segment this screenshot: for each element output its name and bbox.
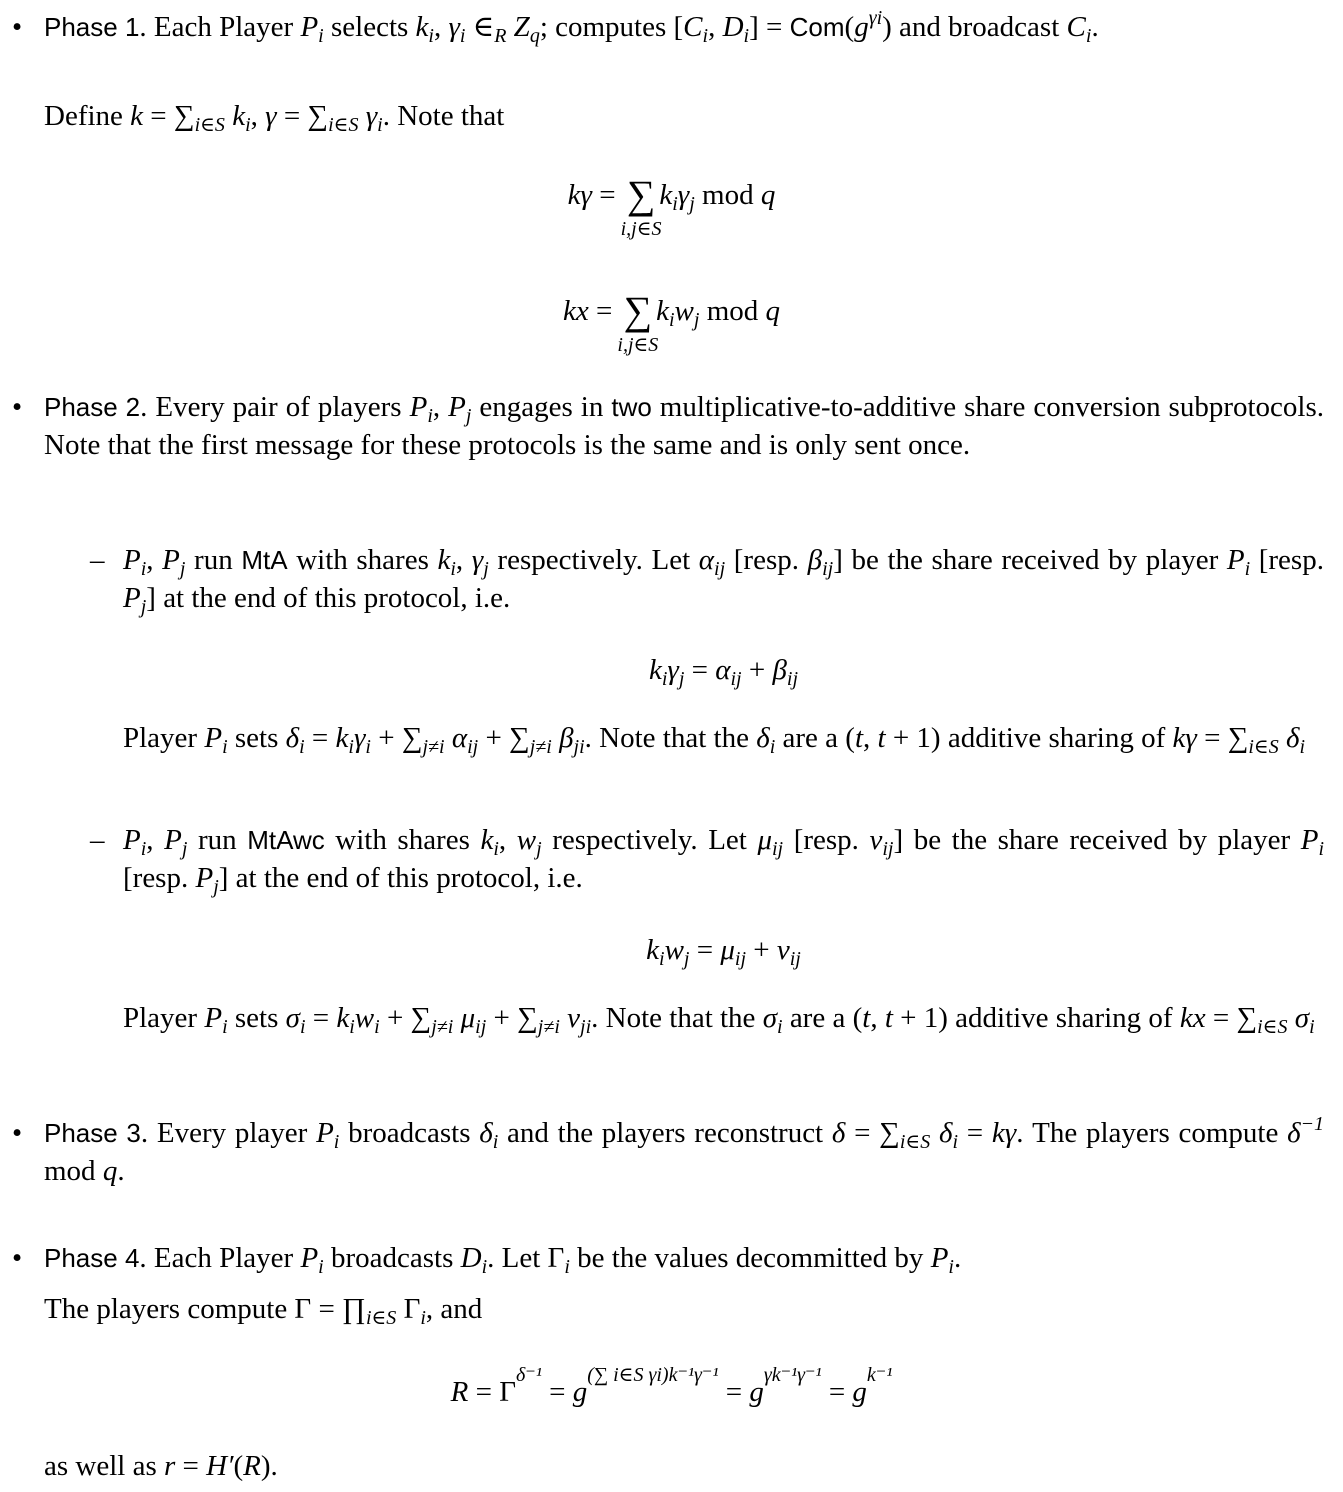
text-segment: j≠i <box>529 736 552 758</box>
text-segment: j <box>483 558 489 580</box>
text-segment: . Each Player <box>139 1242 301 1274</box>
text-segment: and the players reconstruct <box>498 1117 832 1149</box>
text-segment: Γ <box>396 1293 421 1325</box>
text-segment: δ <box>1287 1117 1301 1149</box>
paragraph <box>123 541 1324 617</box>
text-segment: P <box>316 1117 334 1149</box>
text-segment: . Note that the <box>584 722 757 754</box>
text-segment: i <box>349 1016 355 1038</box>
sum-sign: ∑ <box>623 288 653 333</box>
text-segment: [resp. <box>123 862 196 894</box>
text-segment: = <box>541 1376 573 1408</box>
text-segment: (∑ i∈S γi)k⁻¹γ⁻¹ <box>587 1364 719 1386</box>
text-segment: i <box>769 736 776 758</box>
text-segment: Com <box>789 12 845 42</box>
text-segment: α <box>698 544 715 576</box>
text-segment: i <box>777 1016 783 1038</box>
text-segment: g <box>572 1376 588 1408</box>
bullet-marker: • <box>12 1117 23 1149</box>
display-equation <box>123 651 1324 689</box>
text-segment: j <box>213 876 219 898</box>
text-segment: i <box>222 1016 228 1038</box>
text-segment: R <box>450 1376 469 1408</box>
text-segment: = <box>175 1450 207 1482</box>
text-segment <box>453 1002 460 1034</box>
text-segment: [resp. <box>725 544 808 576</box>
text-segment: j <box>689 193 695 215</box>
text-segment: . <box>1091 11 1099 43</box>
text-segment: i <box>450 558 456 580</box>
text-segment: w <box>664 934 684 966</box>
text-segment: ( <box>233 1450 244 1482</box>
text-segment: k <box>648 654 662 686</box>
text-segment: σ <box>285 1002 300 1034</box>
text-segment: = <box>591 179 623 211</box>
text-segment: ] be the share received by player <box>833 544 1227 576</box>
text-segment <box>1288 1002 1295 1034</box>
text-segment: i∈S <box>194 114 225 136</box>
text-segment: σ <box>762 1002 777 1034</box>
text-segment: kγ <box>567 179 592 211</box>
text-segment: be the values decommitted by <box>569 1242 931 1274</box>
text-segment: two <box>611 392 652 422</box>
text-segment: P <box>204 1002 223 1034</box>
text-segment: P <box>409 391 428 423</box>
text-segment: i <box>420 1307 426 1329</box>
text-segment: mod <box>699 295 766 327</box>
text-segment: ∈ <box>465 11 495 43</box>
text-segment: i <box>365 736 371 758</box>
text-segment: + 1) additive sharing of <box>892 1002 1180 1034</box>
text-segment: ij <box>730 668 742 690</box>
dash-marker: – <box>90 544 105 576</box>
text-segment: R <box>494 25 507 47</box>
text-segment: γ <box>265 100 277 132</box>
text-segment: j≠i <box>422 736 445 758</box>
text-segment: i <box>702 25 709 47</box>
text-segment: α <box>451 722 468 754</box>
text-segment: = <box>305 1002 337 1034</box>
text-segment: ij <box>734 948 747 970</box>
text-segment: i <box>140 558 147 580</box>
text-segment: kx <box>1179 1002 1206 1034</box>
text-segment: q <box>529 25 540 47</box>
text-segment: with shares <box>287 544 438 576</box>
text-segment: MtA <box>241 545 288 575</box>
text-segment: run <box>185 544 242 576</box>
text-segment: β <box>772 654 787 686</box>
text-segment: broadcasts <box>323 1242 461 1274</box>
text-segment: i <box>948 1256 954 1278</box>
display-equation: kx = ∑ i,j∈S $k_iw_j$ mod q <box>562 288 781 356</box>
text-segment: j <box>693 309 700 331</box>
text-segment: δ <box>756 722 770 754</box>
text-segment: + ∑ <box>486 1002 538 1034</box>
text-segment: k <box>232 100 246 132</box>
text-segment: i <box>318 25 324 47</box>
text-segment: = <box>718 1376 750 1408</box>
text-segment: = <box>821 1376 853 1408</box>
text-segment: P <box>300 1242 319 1274</box>
text-segment: j≠i <box>431 1016 454 1038</box>
text-segment: j≠i <box>537 1016 560 1038</box>
display-equation: kγ = ∑ i,j∈S $k_i\gamma_j$ mod q <box>567 172 776 240</box>
paragraph <box>123 821 1324 897</box>
text-segment: Player <box>123 722 205 754</box>
text-segment: = ∑ <box>1196 722 1249 754</box>
text-segment: Define <box>44 100 131 132</box>
text-segment: = ∑ <box>845 1117 900 1149</box>
display-equation <box>123 931 1324 969</box>
text-segment: k <box>437 544 451 576</box>
text-segment: w <box>674 295 694 327</box>
text-segment: Phase 1 <box>44 12 140 42</box>
text-segment: j <box>536 838 542 860</box>
text-segment: ] be the share received by player <box>893 824 1301 856</box>
text-segment: , <box>863 722 878 754</box>
text-segment: t <box>862 1002 871 1034</box>
text-segment: . Each Player <box>139 11 301 43</box>
text-segment: δ <box>831 1117 846 1149</box>
text-segment: i <box>348 736 354 758</box>
text-segment: , <box>498 824 517 856</box>
text-segment: C <box>683 11 703 43</box>
text-segment: i <box>459 25 466 47</box>
text-segment: γ <box>677 179 690 211</box>
paragraph <box>123 999 1324 1037</box>
text-segment: i <box>481 1256 488 1278</box>
text-segment <box>358 100 365 132</box>
text-segment: [resp. <box>783 824 870 856</box>
text-segment: k <box>335 722 349 754</box>
text-segment: i <box>427 405 433 427</box>
text-segment: P <box>162 544 180 576</box>
text-segment: γ <box>365 100 378 132</box>
text-segment: δ <box>1286 722 1300 754</box>
display-equation <box>0 1364 1343 1411</box>
text-segment: ν <box>567 1002 581 1034</box>
text-segment: P <box>123 544 141 576</box>
text-segment: MtAwc <box>247 825 325 855</box>
text-segment: ij <box>714 558 726 580</box>
text-segment: μ <box>757 824 772 856</box>
text-segment: i∈S <box>1257 1016 1288 1038</box>
text-segment: δ <box>285 722 300 754</box>
text-segment: i <box>1244 558 1251 580</box>
text-segment: δ <box>479 1117 493 1149</box>
text-segment: t <box>854 722 863 754</box>
text-segment: ν <box>869 824 883 856</box>
text-segment: Phase 3 <box>44 1118 141 1148</box>
text-segment: Z <box>513 11 530 43</box>
text-segment: + <box>746 934 777 966</box>
text-segment: i <box>1299 736 1306 758</box>
paragraph <box>44 1239 1324 1277</box>
text-segment: D <box>460 1242 482 1274</box>
text-segment: = <box>304 722 336 754</box>
text-segment: R <box>243 1450 261 1482</box>
text-segment: j <box>465 405 472 427</box>
text-segment: , <box>870 1002 885 1034</box>
text-segment: as well as <box>44 1450 164 1482</box>
text-segment: ji <box>573 736 585 758</box>
text-segment: , and <box>425 1293 483 1325</box>
text-segment: engages in <box>471 391 612 423</box>
text-segment: . Every player <box>140 1117 317 1149</box>
text-segment: i <box>661 668 668 690</box>
text-segment: are a ( <box>782 1002 863 1034</box>
text-segment: P <box>195 862 214 894</box>
text-segment: i <box>333 1131 340 1153</box>
text-segment: Player <box>123 1002 205 1034</box>
text-segment <box>930 1117 939 1149</box>
text-segment: ij <box>475 1016 487 1038</box>
text-segment: g <box>854 11 869 43</box>
text-segment: β <box>559 722 574 754</box>
text-segment: γ <box>353 722 366 754</box>
text-segment: i∈S <box>328 114 359 136</box>
text-segment: j <box>683 948 690 970</box>
text-segment: q <box>760 179 776 211</box>
text-segment: μ <box>460 1002 476 1034</box>
text-segment: ij <box>772 838 784 860</box>
text-segment: i <box>428 25 434 47</box>
text-segment: g <box>749 1376 764 1408</box>
text-segment: P <box>448 391 466 423</box>
text-segment: . <box>117 1155 125 1187</box>
text-segment: j <box>181 838 188 860</box>
text-segment: mod <box>44 1155 103 1187</box>
text-segment: ] at the end of this protocol, i.e. <box>146 582 511 614</box>
text-segment: ij <box>467 736 479 758</box>
text-segment: = <box>689 934 721 966</box>
dash-marker: – <box>90 824 105 856</box>
text-segment: P <box>164 824 182 856</box>
text-segment: r <box>164 1450 176 1482</box>
text-segment: H′ <box>206 1450 234 1482</box>
text-segment: γ <box>448 11 460 43</box>
text-segment: q <box>102 1155 118 1187</box>
bullet-marker: • <box>12 11 23 43</box>
text-segment: , <box>250 100 266 132</box>
text-segment: i <box>952 1131 959 1153</box>
text-segment: i <box>1085 25 1092 47</box>
text-segment: . The players compute <box>1016 1117 1288 1149</box>
text-segment: kx <box>562 295 589 327</box>
paragraph <box>44 97 1324 135</box>
text-segment: = <box>684 654 716 686</box>
text-segment: ij <box>786 668 799 690</box>
text-segment: β <box>807 544 823 576</box>
text-segment: P <box>123 824 141 856</box>
text-segment: t <box>877 722 886 754</box>
text-segment: , <box>433 11 449 43</box>
text-segment: Phase 2 <box>44 392 141 422</box>
text-segment: , <box>455 544 472 576</box>
text-segment: P <box>123 582 141 614</box>
text-segment: selects <box>323 11 416 43</box>
text-segment: multiplicative-to-additive share conversion subprotocols. Note that the first message for these protocols is the same and is only sent once. <box>44 391 1325 461</box>
text-segment: ; computes [ <box>539 11 684 43</box>
text-segment: The players compute Γ = ∏ <box>44 1293 366 1325</box>
text-segment: i <box>222 736 228 758</box>
text-segment: ) and broadcast <box>882 11 1067 43</box>
text-segment: k <box>415 11 429 43</box>
text-segment: α <box>715 654 731 686</box>
text-segment: . Note that the <box>591 1002 763 1034</box>
text-segment: + ∑ <box>370 722 423 754</box>
text-segment: i <box>374 1016 380 1038</box>
text-segment: i <box>318 1256 324 1278</box>
text-segment: = ∑ <box>276 100 329 132</box>
text-segment: . <box>953 1242 962 1274</box>
text-segment: broadcasts <box>339 1117 480 1149</box>
paragraph <box>123 719 1324 757</box>
text-segment: γi <box>868 7 883 29</box>
paragraph <box>44 1447 1324 1485</box>
text-segment: i <box>140 838 147 860</box>
sum-sign: ∑ <box>626 172 656 217</box>
text-segment: ν <box>776 934 790 966</box>
text-segment: t <box>884 1002 893 1034</box>
text-segment: i <box>299 736 305 758</box>
text-segment <box>506 11 513 43</box>
text-segment: . Every pair of players <box>140 391 410 423</box>
text-segment: i <box>493 838 499 860</box>
text-segment: γ <box>667 654 679 686</box>
text-segment: w <box>354 1002 375 1034</box>
text-segment: ( <box>844 11 855 43</box>
text-segment: [resp. <box>1250 544 1324 576</box>
text-segment: , <box>708 11 723 43</box>
text-segment: i <box>1318 838 1325 860</box>
text-segment: ji <box>580 1016 592 1038</box>
text-segment: sets <box>227 722 286 754</box>
text-segment: = <box>588 295 620 327</box>
text-segment: kγ <box>991 1117 1017 1149</box>
text-segment: j <box>678 668 685 690</box>
text-segment: are a ( <box>775 722 855 754</box>
text-segment: ij <box>882 838 894 860</box>
text-segment: + ∑ <box>478 722 530 754</box>
paragraph <box>44 388 1324 464</box>
text-segment: ] at the end of this protocol, i.e. <box>218 862 583 894</box>
text-segment: respectively. Let <box>541 824 758 856</box>
text-segment: ). <box>260 1450 278 1482</box>
text-segment: −1 <box>1300 1113 1325 1135</box>
text-segment: = Γ <box>468 1376 516 1408</box>
text-segment: + ∑ <box>379 1002 432 1034</box>
text-segment: σ <box>1294 1002 1310 1034</box>
text-segment: run <box>187 824 248 856</box>
text-segment: , <box>146 544 163 576</box>
text-segment: P <box>204 722 223 754</box>
text-segment: mod <box>694 179 761 211</box>
paragraph <box>44 8 1324 46</box>
text-segment: P <box>1300 824 1319 856</box>
text-segment: k <box>656 295 669 327</box>
text-segment: ij <box>822 558 834 580</box>
text-segment: γk⁻¹γ⁻¹ <box>763 1364 822 1386</box>
text-segment: i <box>668 309 675 331</box>
paragraph <box>44 1114 1324 1190</box>
text-segment: D <box>722 11 744 43</box>
text-segment <box>445 722 452 754</box>
text-segment: respectively. Let <box>488 544 699 576</box>
text-segment: i <box>743 25 750 47</box>
text-segment: k <box>336 1002 350 1034</box>
text-segment <box>1279 722 1286 754</box>
bullet-marker: • <box>12 1242 23 1274</box>
text-segment: . Let Γ <box>487 1242 565 1274</box>
text-segment: = ∑ <box>143 100 195 132</box>
text-segment: , <box>146 824 165 856</box>
text-segment: γ <box>471 544 484 576</box>
text-segment: i <box>659 948 665 970</box>
text-segment: , <box>432 391 449 423</box>
text-segment: j <box>140 596 147 618</box>
text-segment: = <box>958 1117 992 1149</box>
text-segment: j <box>179 558 186 580</box>
text-segment: i∈S <box>1248 736 1279 758</box>
text-segment: i <box>377 114 383 136</box>
text-segment: i <box>245 114 251 136</box>
text-segment: k <box>130 100 144 132</box>
text-segment: = ∑ <box>1205 1002 1258 1034</box>
text-segment: ij <box>789 948 801 970</box>
paragraph <box>44 1290 1324 1328</box>
text-segment: P <box>300 11 319 43</box>
text-segment: ] = <box>749 11 790 43</box>
text-segment: w <box>516 824 537 856</box>
text-segment <box>552 722 559 754</box>
text-segment: i <box>492 1131 499 1153</box>
text-segment: with shares <box>324 824 481 856</box>
text-segment: . Note that <box>382 100 505 132</box>
text-segment: P <box>930 1242 949 1274</box>
text-segment: + <box>741 654 773 686</box>
text-segment: q <box>765 295 781 327</box>
text-segment: P <box>1226 544 1245 576</box>
text-segment: g <box>852 1376 867 1408</box>
text-segment: i <box>299 1016 306 1038</box>
text-segment: C <box>1066 11 1086 43</box>
text-segment: μ <box>720 934 735 966</box>
text-segment: i <box>1309 1016 1315 1038</box>
text-segment: δ⁻¹ <box>515 1364 542 1386</box>
text-segment: + 1) additive sharing of <box>885 722 1173 754</box>
text-segment: sets <box>227 1002 286 1034</box>
bullet-marker: • <box>12 391 23 423</box>
text-segment: i <box>672 193 678 215</box>
text-segment: δ <box>938 1117 953 1149</box>
text-segment: Phase 4 <box>44 1243 140 1273</box>
text-segment: kγ <box>1172 722 1197 754</box>
text-segment: k⁻¹ <box>866 1364 893 1386</box>
text-segment: i <box>564 1256 570 1278</box>
text-segment: k <box>646 934 659 966</box>
text-segment: k <box>659 179 673 211</box>
text-segment: i∈S <box>899 1131 931 1153</box>
text-segment: i∈S <box>365 1307 397 1329</box>
text-segment: k <box>480 824 494 856</box>
